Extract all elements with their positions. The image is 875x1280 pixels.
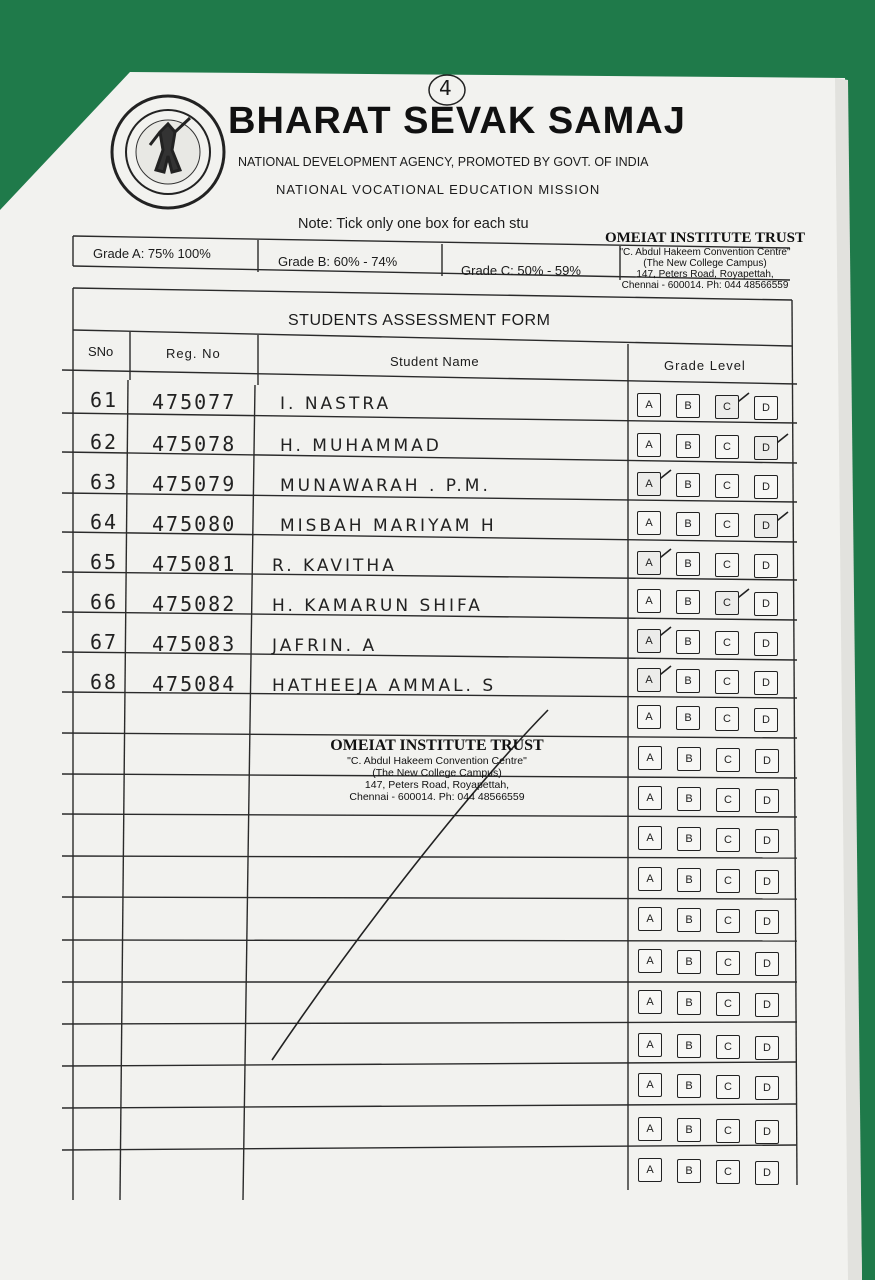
grade-option-c-box[interactable]: C <box>715 474 739 498</box>
grade-option-d-box[interactable]: D <box>754 671 778 695</box>
row-sno: 61 <box>90 388 119 412</box>
grade-option-a-box[interactable]: A <box>637 511 661 535</box>
grade-option-b-box[interactable]: B <box>676 394 700 418</box>
grade-option-b-box[interactable]: B <box>676 590 700 614</box>
stamp-body-line2: (The New College Campus) <box>372 767 502 779</box>
grade-option-b-box[interactable]: B <box>677 1159 701 1183</box>
grade-option-c-box[interactable]: C <box>715 395 739 419</box>
grade-option-d-box[interactable]: D <box>755 1161 779 1185</box>
stamp-body-title: OMEIAT INSTITUTE TRUST <box>330 737 544 754</box>
grade-option-d-box[interactable]: D <box>754 514 778 538</box>
grade-option-d-box[interactable]: D <box>754 436 778 460</box>
page-number: 4 <box>439 76 452 100</box>
grade-option-d-box[interactable]: D <box>754 396 778 420</box>
grade-option-a-box[interactable]: A <box>638 949 662 973</box>
grade-option-c-box[interactable]: C <box>716 1160 740 1184</box>
row-student-name: JAFRIN. A <box>272 636 378 656</box>
grade-option-c-box[interactable]: C <box>716 788 740 812</box>
row-sno: 62 <box>90 430 119 454</box>
grade-option-c-box[interactable]: C <box>715 513 739 537</box>
org-line1: NATIONAL DEVELOPMENT AGENCY, PROMOTED BY GOVT. OF INDIA <box>238 155 649 169</box>
grade-option-d-box[interactable]: D <box>754 632 778 656</box>
row-sno: 65 <box>90 550 119 574</box>
grade-option-d-box[interactable]: D <box>755 829 779 853</box>
grade-option-b-box[interactable]: B <box>677 747 701 771</box>
stamp-body-line3: 147, Peters Road, Royapettah, <box>364 779 510 791</box>
grade-option-c-box[interactable]: C <box>716 1075 740 1099</box>
grade-option-d-box[interactable]: D <box>755 910 779 934</box>
grade-option-c-box[interactable]: C <box>716 951 740 975</box>
grade-option-a-box[interactable]: A <box>638 907 662 931</box>
grade-option-a-box[interactable]: A <box>637 393 661 417</box>
grade-c-legend: Grade C: 50% - 59% <box>461 263 581 278</box>
grade-option-b-box[interactable]: B <box>676 706 700 730</box>
grade-option-b-box[interactable]: B <box>677 1034 701 1058</box>
grade-option-c-box[interactable]: C <box>715 670 739 694</box>
grade-option-a-box[interactable]: A <box>638 826 662 850</box>
grade-option-c-box[interactable]: C <box>715 553 739 577</box>
grade-option-b-box[interactable]: B <box>677 908 701 932</box>
grade-option-a-box[interactable]: A <box>638 746 662 770</box>
row-reg-no: 475084 <box>152 672 237 696</box>
grade-option-d-box[interactable]: D <box>755 749 779 773</box>
grade-option-b-box[interactable]: B <box>676 630 700 654</box>
grade-option-d-box[interactable]: D <box>755 993 779 1017</box>
grade-option-b-box[interactable]: B <box>677 991 701 1015</box>
grade-option-c-box[interactable]: C <box>716 828 740 852</box>
stamp-header-line4: Chennai - 600014. Ph: 044 48566559 <box>621 280 789 291</box>
col-header-name: Student Name <box>390 354 480 369</box>
row-student-name: MUNAWARAH . P.M. <box>280 476 491 496</box>
grade-option-a-box[interactable]: A <box>637 551 661 575</box>
grade-a-legend: Grade A: 75% 100% <box>93 246 211 261</box>
grade-option-a-box[interactable]: A <box>637 668 661 692</box>
row-reg-no: 475080 <box>152 512 237 536</box>
row-student-name: I. NASTRA <box>280 394 392 414</box>
grade-option-a-box[interactable]: A <box>638 1158 662 1182</box>
grade-option-c-box[interactable]: C <box>716 909 740 933</box>
grade-option-a-box[interactable]: A <box>638 990 662 1014</box>
grade-option-c-box[interactable]: C <box>715 707 739 731</box>
stamp-header-line1: "C. Abdul Hakeem Convention Centre" <box>619 247 791 258</box>
grade-option-b-box[interactable]: B <box>677 787 701 811</box>
org-line2: NATIONAL VOCATIONAL EDUCATION MISSION <box>276 182 601 197</box>
row-reg-no: 475078 <box>152 432 237 456</box>
row-reg-no: 475077 <box>152 390 237 414</box>
row-student-name: R. KAVITHA <box>272 556 397 576</box>
stamp-body-line4: Chennai - 600014. Ph: 044 48566559 <box>349 791 525 803</box>
grade-option-c-box[interactable]: C <box>716 992 740 1016</box>
grade-option-b-box[interactable]: B <box>677 827 701 851</box>
grade-option-c-box[interactable]: C <box>715 631 739 655</box>
row-sno: 66 <box>90 590 119 614</box>
grade-option-b-box[interactable]: B <box>676 473 700 497</box>
grade-option-b-box[interactable]: B <box>677 868 701 892</box>
stamp-header-line2: (The New College Campus) <box>643 258 767 269</box>
org-name: BHARAT SEVAK SAMAJ <box>228 100 686 142</box>
grade-option-c-box[interactable]: C <box>716 748 740 772</box>
row-reg-no: 475083 <box>152 632 237 656</box>
grade-option-d-box[interactable]: D <box>754 554 778 578</box>
stamp-header-title: OMEIAT INSTITUTE TRUST <box>604 230 806 246</box>
row-student-name: HATHEEJA AMMAL. S <box>272 676 497 696</box>
col-header-grade: Grade Level <box>664 358 746 373</box>
row-reg-no: 475082 <box>152 592 237 616</box>
grade-option-a-box[interactable]: A <box>638 867 662 891</box>
grade-b-legend: Grade B: 60% - 74% <box>278 254 398 269</box>
grade-option-a-box[interactable]: A <box>637 705 661 729</box>
grade-option-c-box[interactable]: C <box>716 1119 740 1143</box>
grade-option-b-box[interactable]: B <box>676 434 700 458</box>
grade-option-d-box[interactable]: D <box>755 1120 779 1144</box>
grade-option-d-box[interactable]: D <box>755 1076 779 1100</box>
col-header-reg: Reg. No <box>166 346 221 361</box>
grade-option-b-box[interactable]: B <box>676 552 700 576</box>
grade-option-d-box[interactable]: D <box>755 789 779 813</box>
row-sno: 67 <box>90 630 119 654</box>
row-reg-no: 475079 <box>152 472 237 496</box>
grade-option-a-box[interactable]: A <box>637 433 661 457</box>
row-sno: 64 <box>90 510 119 534</box>
stamp-header <box>590 230 820 291</box>
grade-option-d-box[interactable]: D <box>754 475 778 499</box>
grade-option-b-box[interactable]: B <box>677 950 701 974</box>
row-sno: 63 <box>90 470 119 494</box>
row-sno: 68 <box>90 670 119 694</box>
grade-option-b-box[interactable]: B <box>677 1074 701 1098</box>
grade-option-c-box[interactable]: C <box>715 435 739 459</box>
stamp-header-line3: 147, Peters Road, Royapettah, <box>636 269 774 280</box>
grade-option-a-box[interactable]: A <box>637 589 661 613</box>
col-header-sno: SNo <box>88 344 114 359</box>
instruction-note: Note: Tick only one box for each stu <box>298 216 529 232</box>
grade-option-a-box[interactable]: A <box>638 1073 662 1097</box>
form-title: STUDENTS ASSESSMENT FORM <box>288 312 551 329</box>
grade-option-d-box[interactable]: D <box>755 870 779 894</box>
grade-option-b-box[interactable]: B <box>676 669 700 693</box>
stamp-body <box>318 737 556 803</box>
grade-option-a-box[interactable]: A <box>638 1033 662 1057</box>
grade-option-c-box[interactable]: C <box>716 869 740 893</box>
grade-option-b-box[interactable]: B <box>677 1118 701 1142</box>
grade-option-c-box[interactable]: C <box>716 1035 740 1059</box>
grade-option-b-box[interactable]: B <box>676 512 700 536</box>
row-student-name: H. KAMARUN SHIFA <box>272 596 483 616</box>
grade-option-d-box[interactable]: D <box>755 952 779 976</box>
grade-option-d-box[interactable]: D <box>754 708 778 732</box>
grade-option-a-box[interactable]: A <box>637 629 661 653</box>
grade-option-c-box[interactable]: C <box>715 591 739 615</box>
row-student-name: H. MUHAMMAD <box>280 436 442 456</box>
grade-option-d-box[interactable]: D <box>755 1036 779 1060</box>
grade-option-d-box[interactable]: D <box>754 592 778 616</box>
grade-option-a-box[interactable]: A <box>638 1117 662 1141</box>
grade-option-a-box[interactable]: A <box>637 472 661 496</box>
row-student-name: MISBAH MARIYAM H <box>280 516 497 536</box>
grade-option-a-box[interactable]: A <box>638 786 662 810</box>
stamp-body-line1: "C. Abdul Hakeem Convention Centre" <box>347 755 527 767</box>
row-reg-no: 475081 <box>152 552 237 576</box>
